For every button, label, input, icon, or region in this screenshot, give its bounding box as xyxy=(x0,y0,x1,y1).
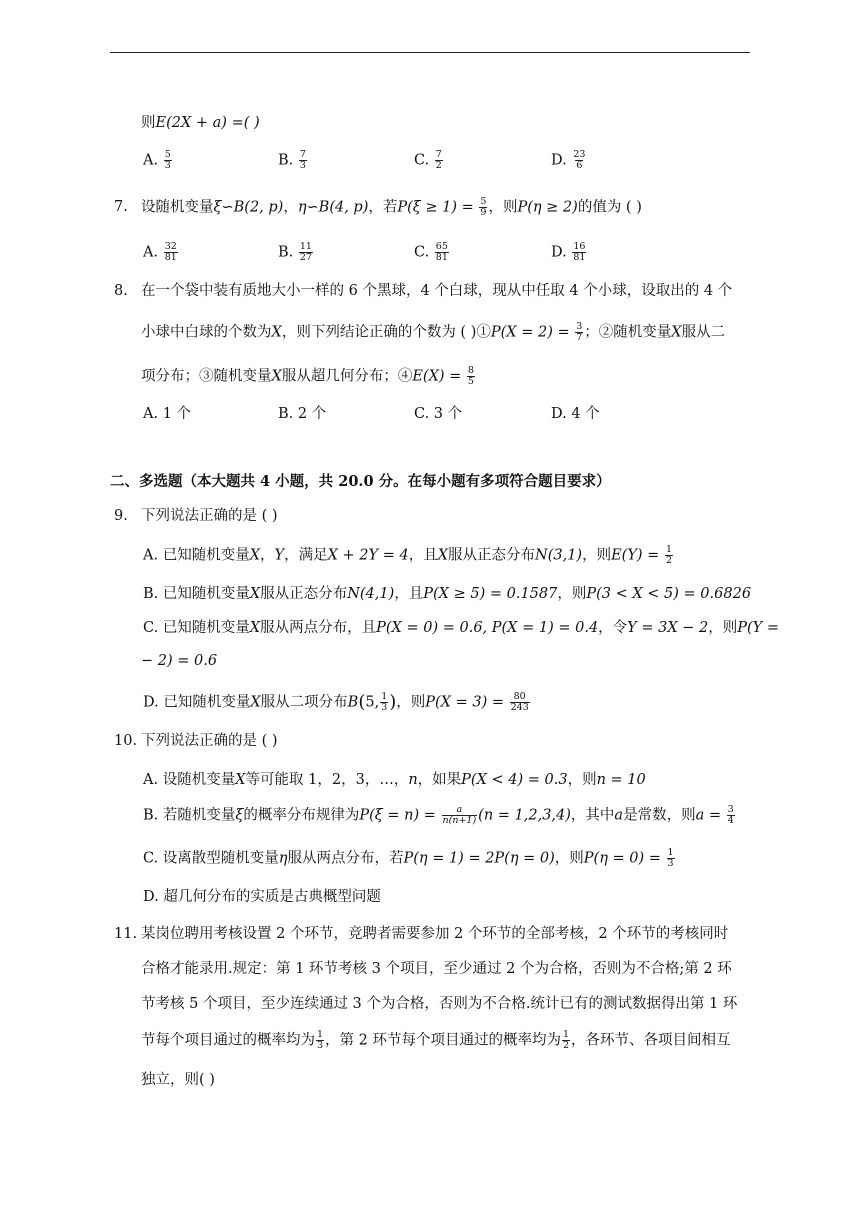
q8-number: 8. xyxy=(114,283,128,299)
q8-line-1: 在一个袋中装有质地大小一样的 6 个黑球，4 个白球，现从中任取 4 个小球，设取出的 4 个 xyxy=(141,283,733,299)
q10-option-a: A. 设随机变量X等可能取 1，2，3，…，n，如果P(X < 4) = 0.3，则n = 10 xyxy=(143,772,646,788)
q10-option-c: C. 设离散型随机变量η服从两点分布，若P(η = 1) = 2P(η = 0)，则P(η = 0) = $\frac{1}{3}$ xyxy=(143,847,674,869)
q8-option-d: D. 4 个 xyxy=(551,406,600,422)
q7-number: 7. xyxy=(114,199,128,215)
q6-option-c: C. $\frac{7}{2}$ xyxy=(414,149,442,171)
q7-option-d: D. $\frac{16}{81}$ xyxy=(551,241,586,263)
q7-option-a: A. $\frac{32}{81}$ xyxy=(143,241,177,263)
q11-line-3: 节考核 5 个项目，至少连续通过 3 个为合格，否则为不合格.统计已有的测试数据得出第 1 环 xyxy=(141,996,738,1012)
q7-option-c: C. $\frac{65}{81}$ xyxy=(414,241,448,263)
header-rule xyxy=(110,52,750,53)
q8-line-2: 小球中白球的个数为X，则下列结论正确的个数为 ( )①P(X = 2) = $\frac{3}{7}$ ；②随机变量X服从二 xyxy=(141,321,726,343)
q7-stem: 设随机变量ξ∽B(2, p)，η∽B(4, p)，若P(ξ ≥ 1) = $\frac{5}{9}$ ，则P(η ≥ 2)的值为 ( ) xyxy=(141,196,642,218)
q8-line-3: 项分布；③随机变量X服从超几何分布；④E(X) = $\frac{8}{5}$ xyxy=(141,365,474,387)
q11-line-1: 某岗位聘用考核设置 2 个环节，竞聘者需要参加 2 个环节的全部考核，2 个环节的考核同时 xyxy=(141,926,729,942)
q7-option-b: B. $\frac{11}{27}$ xyxy=(278,241,312,263)
q9-option-b: B. 已知随机变量X服从正态分布N(4,1)，且P(X ≥ 5) = 0.1587，则P(3 < X < 5) = 0.6826 xyxy=(143,586,752,602)
q6-stem: 则E(2X + a) =( ) xyxy=(141,115,260,131)
q9-option-a: A. 已知随机变量X，Y，满足X + 2Y = 4，且X服从正态分布N(3,1)，则E(Y) = $\frac{1}{2}$ xyxy=(143,544,672,566)
q10-option-d: D. 超几何分布的实质是古典概型问题 xyxy=(143,889,381,905)
q6-option-a: A. $\frac{5}{3}$ xyxy=(143,149,171,171)
q6-option-d: D. $\frac{23}{6}$ xyxy=(551,149,586,171)
q9-option-c-cont: − 2) = 0.6 xyxy=(141,653,218,669)
q10-stem: 下列说法正确的是 ( ) xyxy=(141,733,278,749)
q8-option-c: C. 3 个 xyxy=(414,406,463,422)
q11-line-5: 独立，则( ) xyxy=(141,1072,215,1088)
q6-option-b: B. $\frac{7}{3}$ xyxy=(278,149,306,171)
q9-stem: 下列说法正确的是 ( ) xyxy=(141,508,278,524)
q11-line-4: 节每个项目通过的概率均为 $\frac{1}{3}$ ，第 2 环节每个项目通过的概率均为 $\frac{1}{2}$ ，各环节、各项目间相互 xyxy=(141,1029,731,1051)
q8-option-b: B. 2 个 xyxy=(278,406,327,422)
section-heading: 二、多选题（本大题共 4 小题，共 20.0 分。在每小题有多项符合题目要求） xyxy=(110,473,611,490)
q9-option-d: D. 已知随机变量X服从二项分布B(5, $\frac{1}{3}$ )，则P(X = 3) = $\frac{80}{243}$ xyxy=(143,691,529,713)
q9-number: 9. xyxy=(114,508,128,524)
q8-option-a: A. 1 个 xyxy=(143,406,192,422)
q9-option-c: C. 已知随机变量X服从两点分布，且P(X = 0) = 0.6, P(X = 1) = 0.4，令Y = 3X − 2，则P(Y = xyxy=(143,620,780,636)
q11-line-2: 合格才能录用.规定：第 1 环节考核 3 个项目，至少通过 2 个为合格，否则为不合格;第 2 环 xyxy=(141,961,732,977)
q11-number: 11. xyxy=(114,926,138,942)
q10-number: 10. xyxy=(114,733,138,749)
q10-option-b: B. 若随机变量ξ的概率分布规律为P(ξ = n) = $\frac{a}{n(n+1)}$ (n = 1,2,3,4)，其中a是常数，则a = $\frac{3}{4}$ xyxy=(143,804,734,826)
